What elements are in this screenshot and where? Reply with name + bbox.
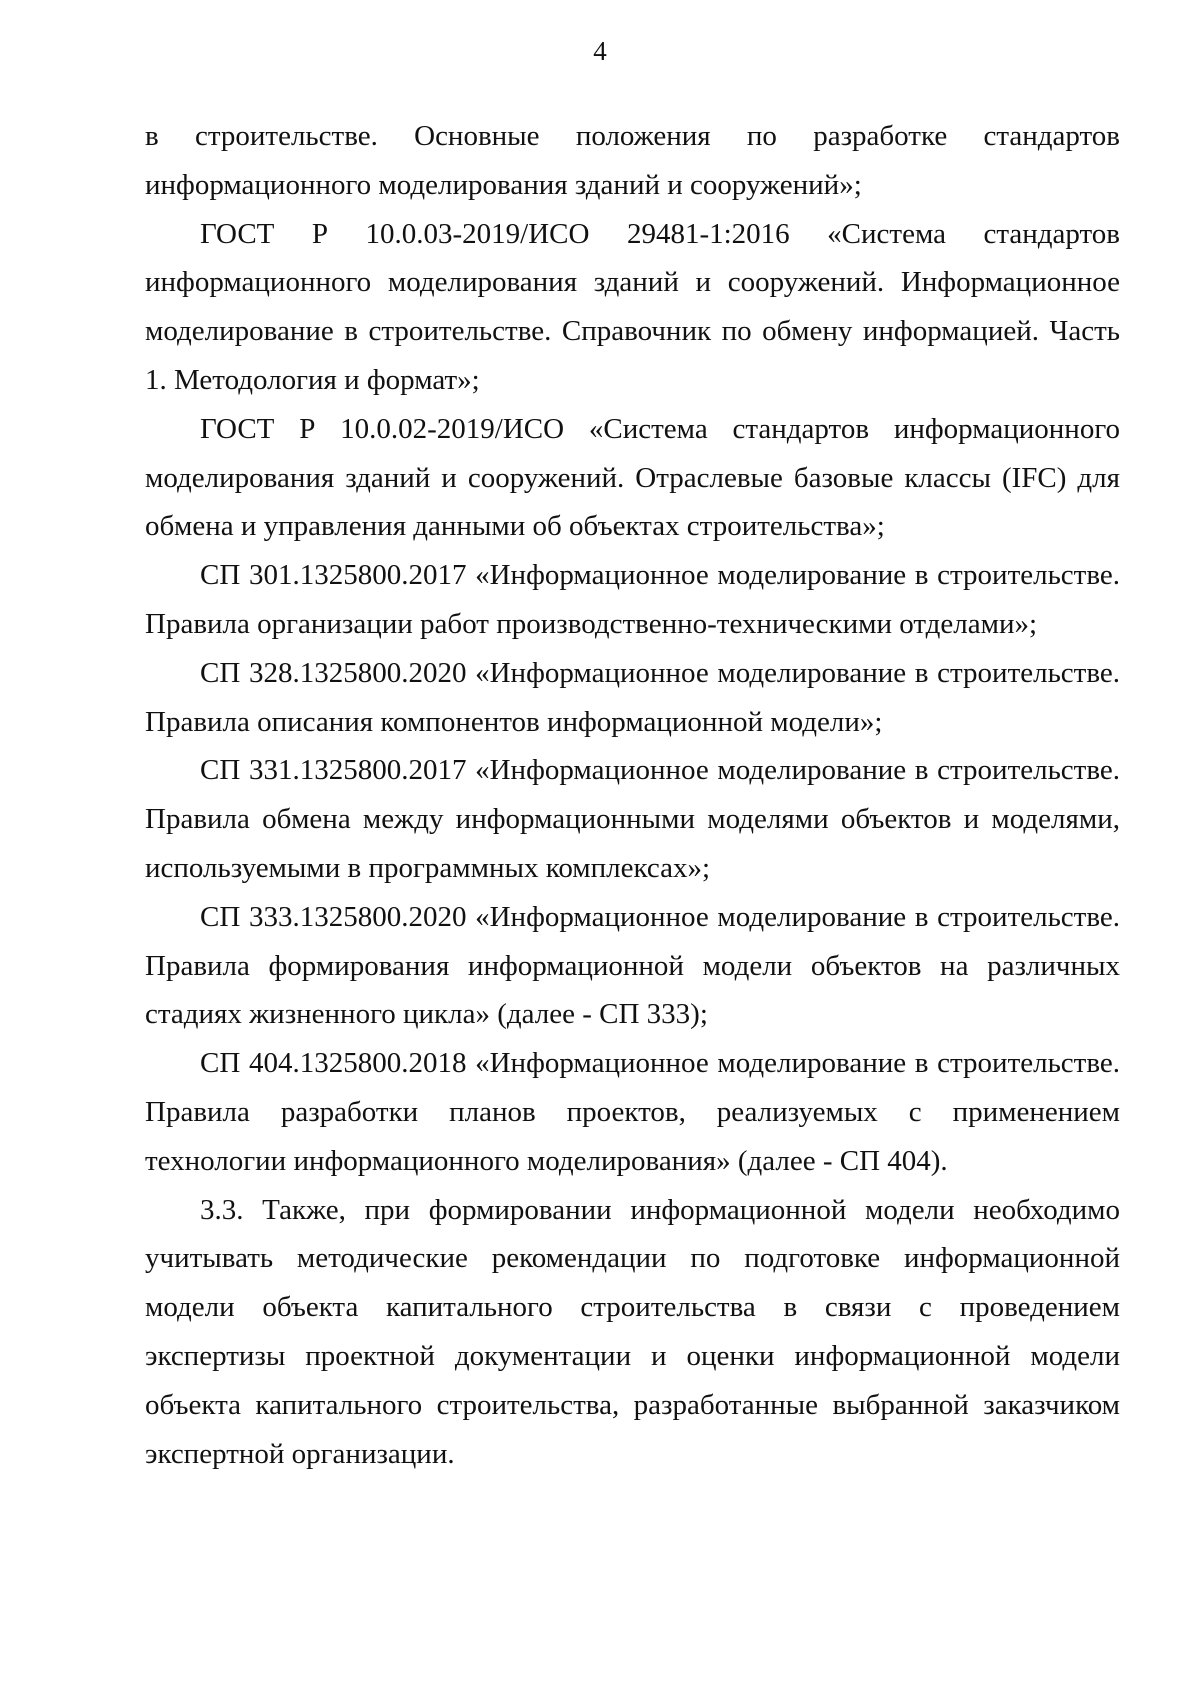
document-body — [145, 112, 1120, 1478]
paragraph-sp-301: СП 301.1325800.2017 «Информационное моделирование в строительстве. Правила организации работ производственно-техническими отделами»; — [145, 559, 1120, 640]
paragraph-sp-333: СП 333.1325800.2020 «Информационное моделирование в строительстве. Правила формирования информационной модели объектов на различных стадиях жизненного цикла» (далее - СП 333); — [145, 900, 1120, 1031]
paragraph-sp-331: СП 331.1325800.2017 «Информационное моделирование в строительстве. Правила обмена между информационными моделями объектов и моделями, используемыми в программных комплексах»; — [145, 754, 1120, 884]
paragraph-section-3-3: 3.3. Также, при формировании информационной модели необходимо учитывать методические рекомендации по подготовке информационной модели объекта капитального строительства в связи с проведением экспертизы проектной документации и оценки информационной модели объекта капитального строительства, разработанные выбранной заказчиком экспертной организации. — [145, 1193, 1120, 1470]
paragraph-gost-10-0-02: ГОСТ Р 10.0.02-2019/ИСО «Система стандартов информационного моделирования зданий и сооружений. Отраслевые базовые классы (IFC) для обмена и управления данными об объектах строительства»; — [145, 412, 1120, 543]
page-number: 4 — [593, 36, 607, 66]
paragraph-sp-404: СП 404.1325800.2018 «Информационное моделирование в строительстве. Правила разработки планов проектов, реализуемых с применением технологии информационного моделирования» (далее - СП 404). — [145, 1047, 1120, 1177]
paragraph-gost-10-0-03: ГОСТ Р 10.0.03-2019/ИСО 29481-1:2016 «Система стандартов информационного моделирования зданий и сооружений. Информационное моделирование в строительстве. Справочник по обмену информацией. Часть 1. Методология и формат»; — [145, 217, 1120, 396]
paragraph-continuation: в строительстве. Основные положения по разработке стандартов информационного моделирования зданий и сооружений»; — [145, 120, 1120, 201]
paragraph-sp-328: СП 328.1325800.2020 «Информационное моделирование в строительстве. Правила описания компонентов информационной модели»; — [145, 656, 1120, 738]
